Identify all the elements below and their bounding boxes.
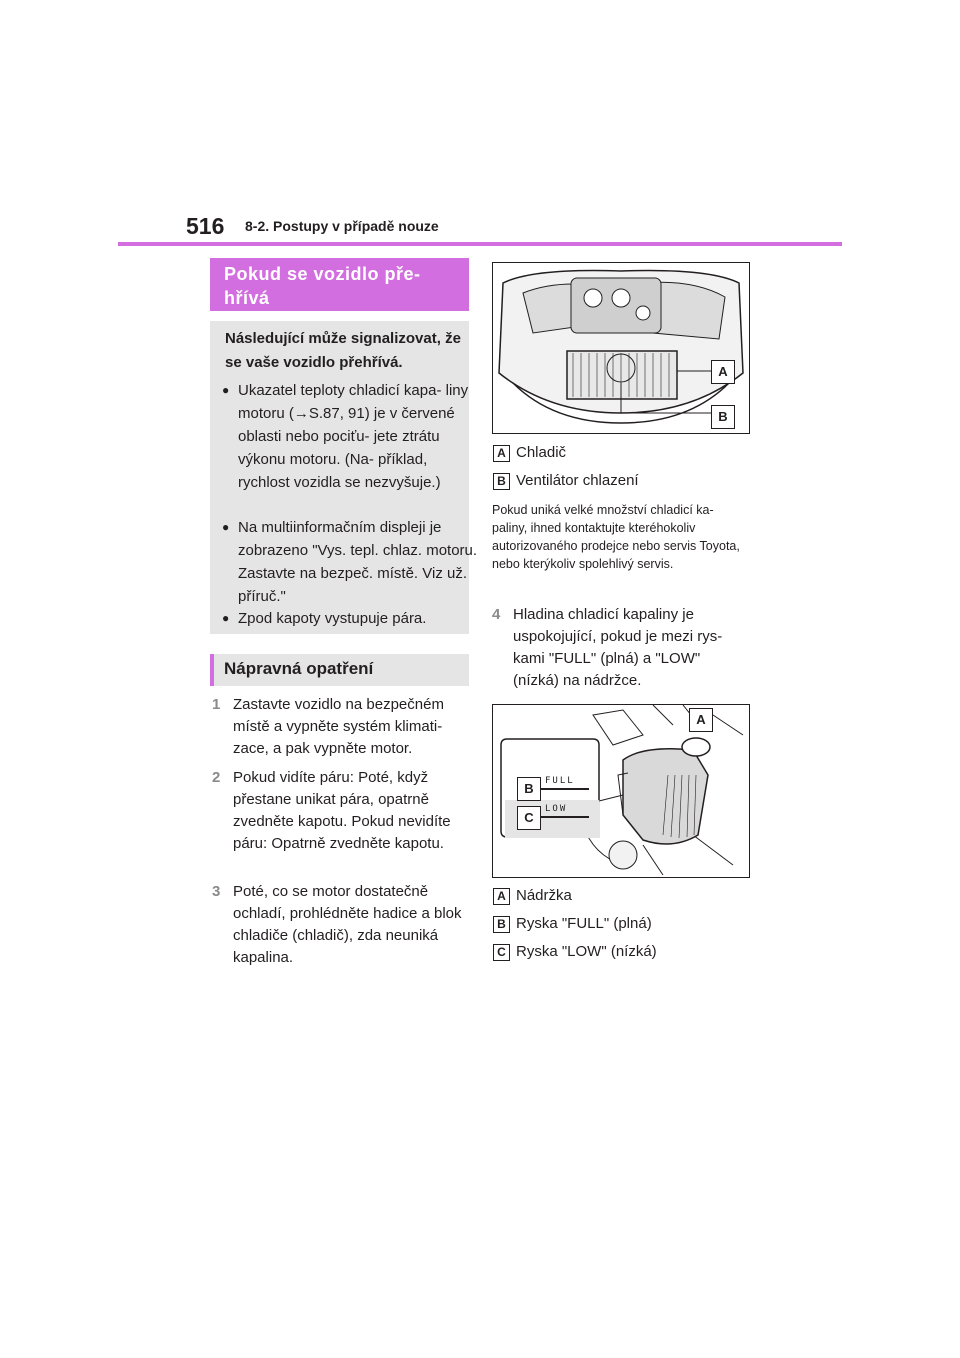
step-number: 2 — [212, 769, 221, 786]
gauge-low-label: LOW — [545, 804, 568, 814]
overheat-heading-text: Pokud se vozidlo pře- hřívá — [224, 264, 421, 308]
signs-lead: Následující může signalizovat, že se vaše vozidlo přehřívá. — [225, 330, 461, 371]
header-rule — [118, 242, 842, 246]
page-number: 516 — [186, 213, 225, 239]
figure-tag-a: A — [711, 360, 735, 384]
legend-row — [493, 471, 639, 491]
engine-bay-figure — [492, 262, 750, 434]
bullet-item: ● Zpod kapoty vystupuje pára. — [222, 607, 478, 630]
legend-text: Ventilátor chlazení — [516, 472, 639, 489]
step-text: Hladina chladicí kapaliny je uspokojující, pokud je mezi rys- kami "FULL" (plná) a "LOW" (nízká) na nádržce. — [513, 606, 723, 689]
remedy-heading — [210, 654, 469, 686]
legend-tag: B — [493, 916, 510, 933]
coolant-reservoir-figure — [492, 704, 750, 878]
legend-tag: C — [493, 944, 510, 961]
gauge-full-label: FULL — [545, 776, 575, 786]
legend-tag: A — [493, 445, 510, 462]
figure-tag-b: B — [711, 405, 735, 429]
legend-row — [493, 914, 652, 934]
leak-note: Pokud uniká velké množství chladicí ka- paliny, ihned kontaktujte kteréhokoliv autorizovaného prodejce nebo servis Toyota, nebo kterýkoliv spolehlivý servis. — [492, 503, 740, 571]
step-number: 3 — [212, 883, 221, 900]
step-text: Zastavte vozidlo na bezpečném místě a vypněte systém klimati- zace, a pak vypněte motor. — [233, 696, 444, 757]
legend-text: Nádržka — [516, 887, 572, 904]
figure-tag-a: A — [689, 708, 713, 732]
legend-tag: A — [493, 888, 510, 905]
legend-row — [493, 942, 657, 962]
step-number: 1 — [212, 696, 221, 713]
remedy-heading-text: Nápravná opatření — [224, 659, 374, 678]
section-title: 8-2. Postupy v případě nouze — [245, 218, 439, 234]
bullet-item: ● Ukazatel teploty chladicí kapa- liny motoru (→S.87, 91) je v červené oblasti nebo pociťu- jete ztrátu výkonu motoru. (Na- příklad, rychlost vozidla se nezvyšuje.) — [222, 379, 478, 494]
overheat-heading — [210, 258, 469, 311]
step-number: 4 — [492, 606, 501, 623]
step-text: Pokud vidíte páru: Poté, když přestane unikat pára, opatrně zvedněte kapotu. Pokud nevidíte páru: Opatrně zvedněte kapotu. — [233, 769, 451, 852]
bullet-item: ● Na multiinformačním displeji je zobrazeno "Vys. tepl. chlaz. motoru. Zastavte na bezpeč. místě. Viz už. příruč." — [222, 516, 478, 608]
legend-text: Ryska "LOW" (nízká) — [516, 943, 657, 960]
legend-row — [493, 886, 572, 906]
legend-row — [493, 443, 566, 463]
legend-text: Chladič — [516, 444, 567, 461]
legend-tag: B — [493, 473, 510, 490]
figure-tag-c: C — [517, 806, 541, 830]
legend-text: Ryska "FULL" (plná) — [516, 915, 652, 932]
step-text: Poté, co se motor dostatečně ochladí, prohlédněte hadice a blok chladiče (chladič), zda neuniká kapalina. — [233, 883, 462, 966]
figure-tag-b: B — [517, 777, 541, 801]
overheat-signs-box — [210, 321, 478, 634]
